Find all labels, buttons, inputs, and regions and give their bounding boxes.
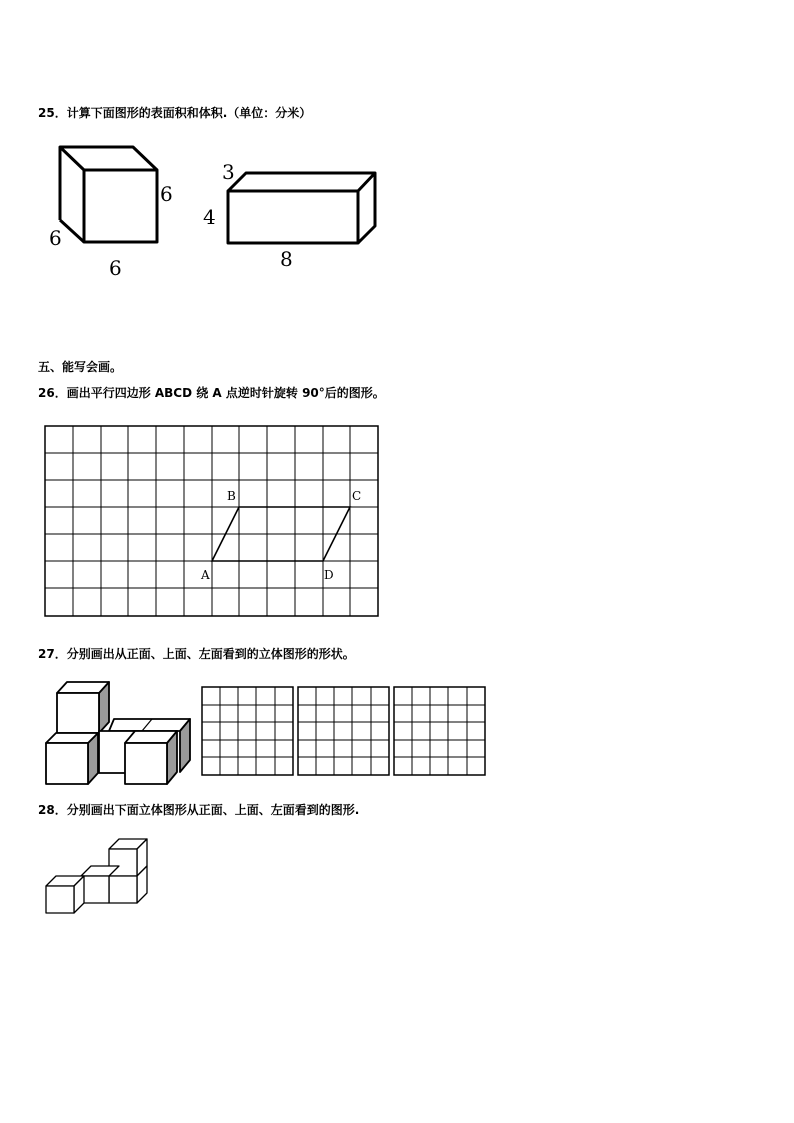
- cube-left-edge-label: 6: [49, 226, 62, 250]
- cuboid-height-label: 4: [203, 205, 216, 229]
- point-d-label: D: [324, 568, 334, 582]
- cube-right-edge-label: 6: [160, 182, 173, 206]
- section5-heading: 五、能写会画。: [38, 360, 123, 374]
- q25-text: 25．计算下面图形的表面积和体积.（单位：分米）: [38, 106, 312, 120]
- q26-text: 26．画出平行四边形 ABCD 绕 A 点逆时针旋转 90°后的图形。: [38, 386, 385, 400]
- q27-text: 27．分别画出从正面、上面、左面看到的立体图形的形状。: [38, 647, 355, 661]
- cube-bottom-edge-label: 6: [109, 256, 122, 280]
- cuboid-length-label: 8: [280, 247, 293, 271]
- point-b-label: B: [227, 489, 236, 503]
- point-c-label: C: [352, 489, 362, 503]
- q28-cube-stack: [46, 839, 147, 913]
- point-a-label: A: [201, 568, 210, 582]
- q28-text: 28．分别画出下面立体图形从正面、上面、左面看到的图形.: [38, 803, 360, 817]
- cuboid-depth-label: 3: [222, 160, 235, 184]
